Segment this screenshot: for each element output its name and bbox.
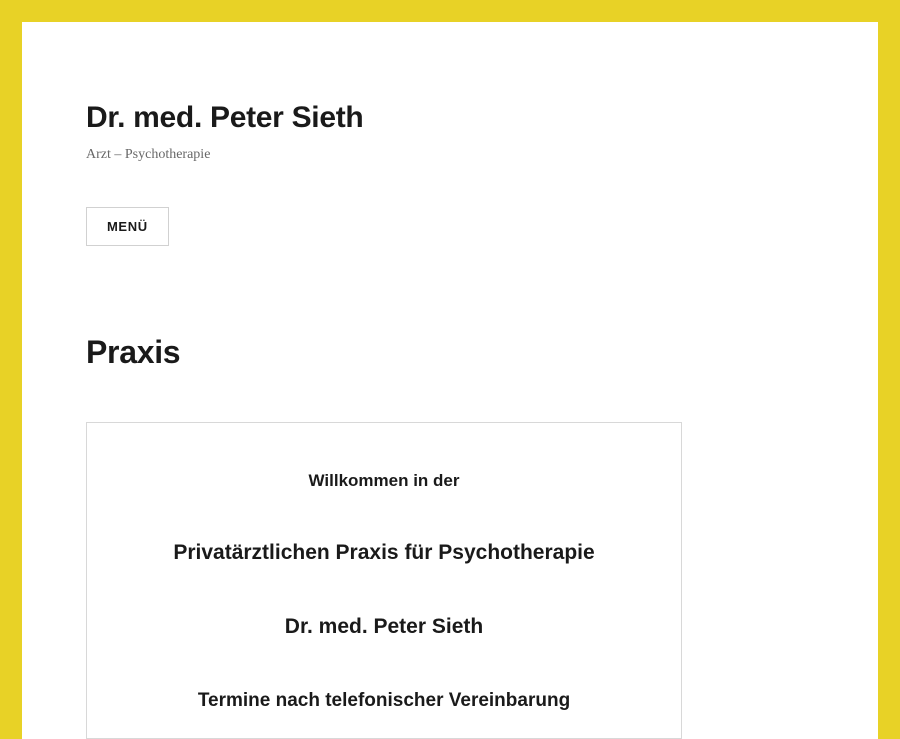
content-line-2: Privatärztlichen Praxis für Psychotherapie <box>173 541 595 565</box>
content-box <box>86 422 682 739</box>
content-line-3: Dr. med. Peter Sieth <box>284 615 484 639</box>
site-inner <box>22 22 878 739</box>
site-title[interactable]: Dr. med. Peter Sieth <box>86 101 364 134</box>
page-title: Praxis <box>86 333 181 370</box>
content-line-1: Willkommen in der <box>308 471 460 491</box>
site-header <box>86 22 814 165</box>
menu-toggle-button[interactable]: MENÜ <box>86 207 169 246</box>
content-line-4: Termine nach telefonischer Vereinbarung <box>197 689 571 711</box>
site-description: Arzt – Psychotherapie <box>86 147 211 162</box>
nav-area <box>86 207 814 246</box>
site-frame <box>22 22 878 739</box>
